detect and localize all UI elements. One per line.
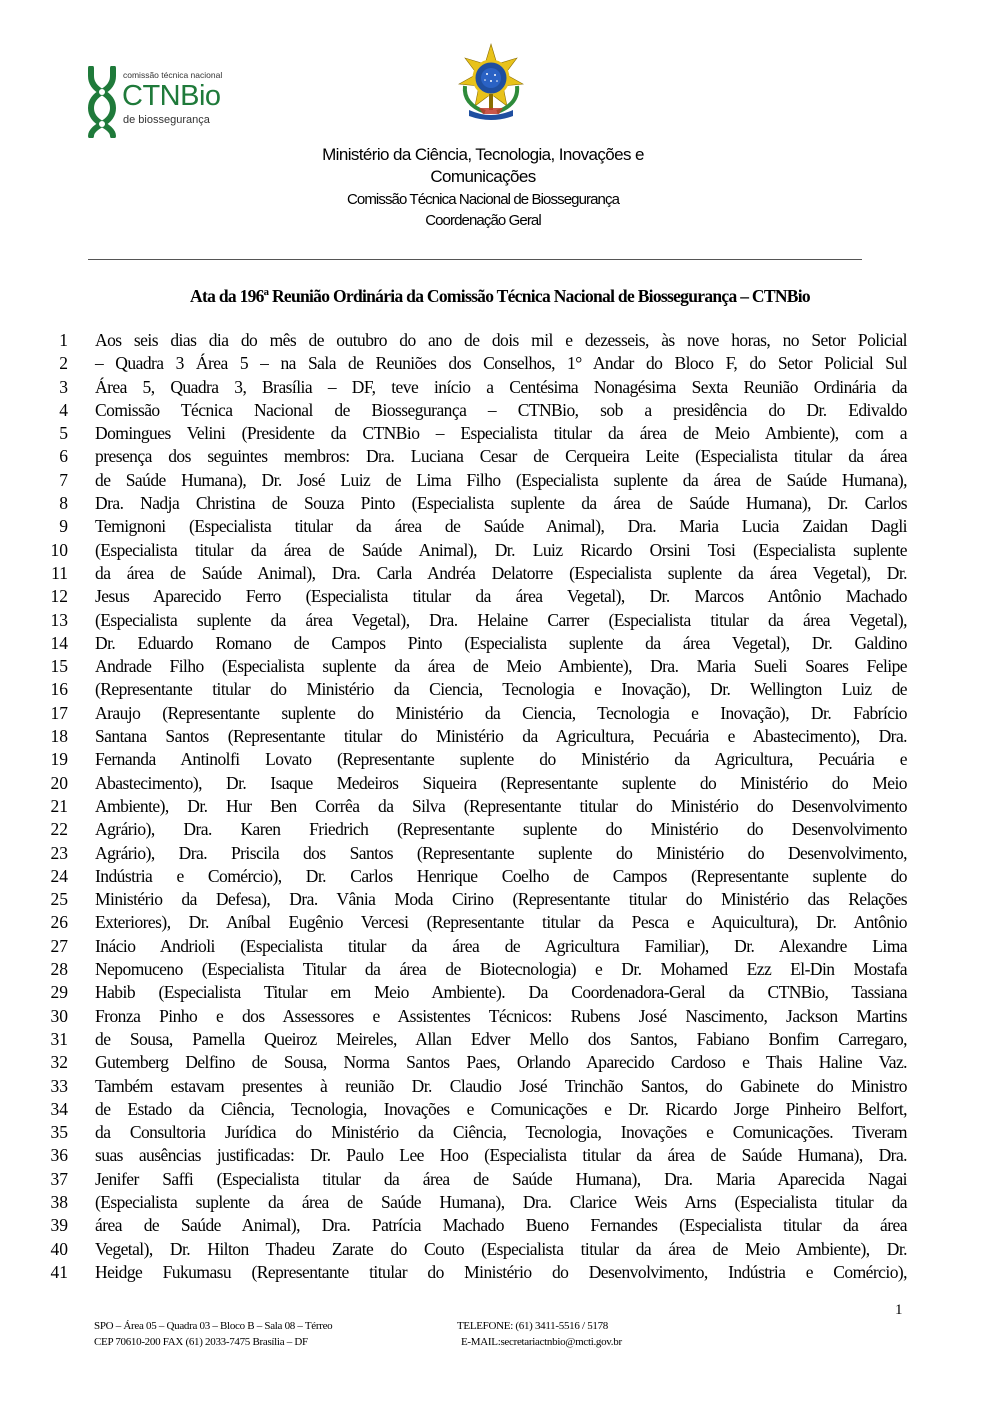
line-text: (Representante titular do Ministério da Ciencia, Tecnologia e Inovação), Dr. Wellington Luiz de	[95, 679, 907, 700]
line-text: (Especialista suplente da área Vegetal), Dra. Helaine Carrer (Especialista titular da área Vegetal),	[95, 609, 907, 630]
ministry-name	[200, 144, 766, 188]
line-text: Área 5, Quadra 3, Brasília – DF, teve início a Centésima Nonagésima Sexta Reunião Ordinária da	[95, 376, 907, 397]
text-line	[44, 795, 924, 818]
text-line	[44, 1191, 924, 1214]
text-line	[44, 632, 924, 655]
line-number: 10	[50, 539, 68, 560]
logo-name: CTNBio	[122, 80, 221, 112]
text-line	[44, 399, 924, 422]
text-line	[44, 1098, 924, 1121]
line-text: Domingues Velini (Presidente da CTNBio – Especialista titular da área de Meio Ambiente), com a	[95, 423, 907, 444]
line-number: 39	[50, 1215, 68, 1236]
text-line	[44, 445, 924, 468]
text-line	[44, 958, 924, 981]
line-text: Habib (Especialista Titular em Meio Ambiente). Da Coordenadora-Geral da CTNBio, Tassiana	[95, 982, 907, 1003]
text-line	[44, 655, 924, 678]
text-line	[44, 1121, 924, 1144]
dna-helix-icon	[84, 66, 120, 138]
text-line	[44, 981, 924, 1004]
text-line	[44, 1144, 924, 1167]
line-number: 23	[50, 842, 68, 863]
line-number: 21	[50, 795, 68, 816]
page-number: 1	[895, 1302, 903, 1318]
line-number: 20	[50, 772, 68, 793]
text-line	[44, 842, 924, 865]
footer-address-line2: CEP 70610-200 FAX (61) 2033-7475 Brasília – DF	[94, 1336, 308, 1348]
text-line	[44, 609, 924, 632]
line-number: 36	[50, 1145, 68, 1166]
line-text: Temignoni (Especialista titular da área de Saúde Animal), Dra. Maria Lucia Zaidan Dagli	[95, 516, 907, 537]
text-line	[44, 678, 924, 701]
text-line	[44, 492, 924, 515]
text-line	[44, 376, 924, 399]
coordination-name: Coordenação Geral	[425, 212, 541, 229]
text-line	[44, 1261, 924, 1284]
line-number: 6	[59, 446, 68, 467]
line-text: Dra. Nadja Christina de Souza Pinto (Especialista suplente da área de Saúde Humana), Dr. Carlos	[95, 493, 907, 514]
line-number: 15	[50, 656, 68, 677]
line-text: Abastecimento), Dr. Isaque Medeiros Siqueira (Representante suplente do Ministério do Meio	[95, 772, 907, 793]
line-number: 24	[50, 865, 68, 886]
ministry-line2: Comunicações	[430, 167, 536, 186]
line-number: 37	[50, 1168, 68, 1189]
text-line	[44, 352, 924, 375]
line-text: Indústria e Comércio), Dr. Carlos Henrique Coelho de Campos (Representante suplente do	[95, 865, 907, 886]
line-number: 3	[59, 376, 68, 397]
document-title: Ata da 196ª Reunião Ordinária da Comissão Técnica Nacional de Biossegurança – CTNBio	[190, 286, 810, 306]
line-number: 31	[50, 1028, 68, 1049]
text-line	[44, 748, 924, 771]
line-text: Inácio Andrioli (Especialista titular da área de Agricultura Familiar), Dr. Alexandre Lima	[95, 935, 907, 956]
text-line	[44, 1005, 924, 1028]
line-text: Araujo (Representante suplente do Ministério da Ciencia, Tecnologia e Inovação), Dr. Fabrício	[95, 702, 907, 723]
text-line	[44, 772, 924, 795]
line-text: Andrade Filho (Especialista suplente da área de Meio Ambiente), Dra. Maria Sueli Soares Felipe	[95, 656, 907, 677]
line-number: 4	[59, 399, 68, 420]
line-text: da área de Saúde Animal), Dra. Carla Andréa Delatorre (Especialista suplente da área Vegetal), Dr.	[95, 562, 907, 583]
line-number: 7	[59, 469, 68, 490]
line-number: 25	[50, 889, 68, 910]
line-number: 18	[50, 726, 68, 747]
line-text: (Especialista titular da área de Saúde Animal), Dr. Luiz Ricardo Orsini Tosi (Especialista suplente	[95, 539, 907, 560]
line-text: da Consultoria Jurídica do Ministério da Ciência, Tecnologia, Inovações e Comunicações. Tiveram	[95, 1122, 907, 1143]
text-line	[44, 888, 924, 911]
line-number: 41	[50, 1261, 68, 1282]
text-line	[44, 515, 924, 538]
line-text: Agrário), Dra. Priscila dos Santos (Representante suplente do Ministério do Desenvolvimento,	[95, 842, 907, 863]
text-line	[44, 539, 924, 562]
line-number: 8	[59, 493, 68, 514]
logo-top-text: comissão técnica nacional	[123, 70, 223, 80]
line-number: 12	[50, 586, 68, 607]
text-line	[44, 1168, 924, 1191]
line-text: Heidge Fukumasu (Representante titular do Ministério do Desenvolvimento, Indústria e Comércio),	[95, 1261, 907, 1282]
line-text: de Saúde Humana), Dr. José Luiz de Lima Filho (Especialista suplente da área de Saúde Humana),	[95, 469, 907, 490]
line-number: 28	[50, 959, 68, 980]
line-text: Comissão Técnica Nacional de Biossegurança – CTNBio, sob a presidência do Dr. Edivaldo	[95, 399, 907, 420]
ctnbio-logo	[84, 66, 244, 138]
text-line	[44, 1075, 924, 1098]
line-number: 17	[50, 702, 68, 723]
text-line	[44, 702, 924, 725]
line-text: Jesus Aparecido Ferro (Especialista titular da área Vegetal), Dr. Marcos Antônio Machado	[95, 586, 907, 607]
line-text: Jenifer Saffi (Especialista titular da área de Saúde Humana), Dra. Maria Aparecida Nagai	[95, 1168, 907, 1189]
footer-address-line1: SPO – Área 05 – Quadra 03 – Bloco B – Sala 08 – Térreo	[94, 1320, 333, 1332]
ministry-line1: Ministério da Ciência, Tecnologia, Inovações e	[322, 145, 644, 164]
text-line	[44, 1238, 924, 1261]
line-number: 30	[50, 1005, 68, 1026]
line-text: Nepomuceno (Especialista Titular da área de Biotecnologia) e Dr. Mohamed Ezz El-Din Mostafa	[95, 959, 907, 980]
footer-contact	[457, 1318, 622, 1350]
line-number: 35	[50, 1122, 68, 1143]
line-text: Exteriores), Dr. Aníbal Eugênio Vercesi (Representante titular da Pesca e Aquicultura), Dr. Antônio	[95, 912, 907, 933]
text-line	[44, 585, 924, 608]
line-text: Gutemberg Delfino de Sousa, Norma Santos Paes, Orlando Aparecido Cardoso e Thais Haline Vaz.	[95, 1052, 907, 1073]
commission-name: Comissão Técnica Nacional de Biossegurança	[346, 191, 620, 208]
line-text: Dr. Eduardo Romano de Campos Pinto (Especialista suplente da área Vegetal), Dr. Galdino	[95, 632, 907, 653]
text-line	[44, 469, 924, 492]
line-number: 5	[59, 423, 68, 444]
line-text: Santana Santos (Representante titular do Ministério da Agricultura, Pecuária e Abastecimento), Dra.	[95, 726, 907, 747]
line-text: de Estado da Ciência, Tecnologia, Inovações e Comunicações e Dr. Ricardo Jorge Pinheiro Belfort,	[95, 1098, 907, 1119]
minutes-body	[44, 329, 924, 1284]
text-line	[44, 911, 924, 934]
line-text: Fernanda Antinolfi Lovato (Representante suplente do Ministério da Agricultura, Pecuária e	[95, 749, 907, 770]
line-number: 9	[59, 516, 68, 537]
text-line	[44, 422, 924, 445]
line-text: área de Saúde Animal), Dra. Patrícia Machado Bueno Fernandes (Especialista titular da área	[95, 1215, 907, 1236]
text-line	[44, 1028, 924, 1051]
line-text: (Especialista suplente da área de Saúde Humana), Dra. Clarice Weis Arns (Especialista titular da	[95, 1191, 907, 1212]
line-text: Ministério da Defesa), Dra. Vânia Moda Cirino (Representante titular do Ministério das Relações	[95, 889, 907, 910]
line-text: presença dos seguintes membros: Dra. Luciana Cesar de Cerqueira Leite (Especialista titular da área	[95, 446, 907, 467]
text-line	[44, 1051, 924, 1074]
line-text: Aos seis dias dia do mês de outubro do ano de dois mil e dezesseis, às nove horas, no Setor Policial	[95, 330, 907, 350]
text-line	[44, 329, 924, 352]
footer-email: E-MAIL:secretariactnbio@mcti.gov.br	[461, 1336, 622, 1348]
line-number: 13	[50, 609, 68, 630]
coat-of-arms-icon	[455, 42, 527, 122]
text-line	[44, 935, 924, 958]
line-number: 29	[50, 982, 68, 1003]
line-number: 33	[50, 1075, 68, 1096]
line-number: 11	[51, 562, 68, 583]
line-number: 26	[50, 912, 68, 933]
line-text: Fronza Pinho e dos Assessores e Assistentes Técnicos: Rubens José Nascimento, Jackson Martins	[95, 1005, 907, 1026]
line-text: suas ausências justificadas: Dr. Paulo Lee Hoo (Especialista titular da área de Saúde Humana), Dra.	[95, 1145, 907, 1166]
line-number: 14	[50, 632, 68, 653]
header-divider	[88, 259, 862, 260]
text-line	[44, 725, 924, 748]
line-text: Vegetal), Dr. Hilton Thadeu Zarate do Couto (Especialista titular da área de Meio Ambiente), Dr.	[95, 1238, 907, 1259]
footer-address	[94, 1318, 332, 1350]
line-text: de Sousa, Pamella Queiroz Meireles, Allan Edver Mello dos Santos, Fabiano Bonfim Carregaro,	[95, 1028, 907, 1049]
line-number: 16	[50, 679, 68, 700]
line-number: 22	[50, 819, 68, 840]
line-number: 40	[50, 1238, 68, 1259]
logo-bottom-text: de biossegurança	[123, 114, 210, 126]
line-number: 38	[50, 1191, 68, 1212]
line-number: 1	[59, 330, 68, 350]
line-number: 2	[59, 353, 68, 374]
text-line	[44, 865, 924, 888]
line-text: – Quadra 3 Área 5 – na Sala de Reuniões dos Conselhos, 1° Andar do Bloco F, do Setor Policial Sul	[95, 353, 907, 374]
text-line	[44, 1214, 924, 1237]
line-number: 19	[50, 749, 68, 770]
footer-phone: TELEFONE: (61) 3411-5516 / 5178	[457, 1320, 608, 1332]
line-number: 32	[50, 1052, 68, 1073]
text-line	[44, 818, 924, 841]
line-number: 27	[50, 935, 68, 956]
line-text: Agrário), Dra. Karen Friedrich (Representante suplente do Ministério do Desenvolvimento	[95, 819, 907, 840]
line-text: Também estavam presentes à reunião Dr. Claudio José Trinchão Santos, do Gabinete do Ministro	[95, 1075, 907, 1096]
line-number: 34	[50, 1098, 68, 1119]
text-line	[44, 562, 924, 585]
line-text: Ambiente), Dr. Hur Ben Corrêa da Silva (Representante titular do Ministério do Desenvolvimento	[95, 795, 907, 816]
